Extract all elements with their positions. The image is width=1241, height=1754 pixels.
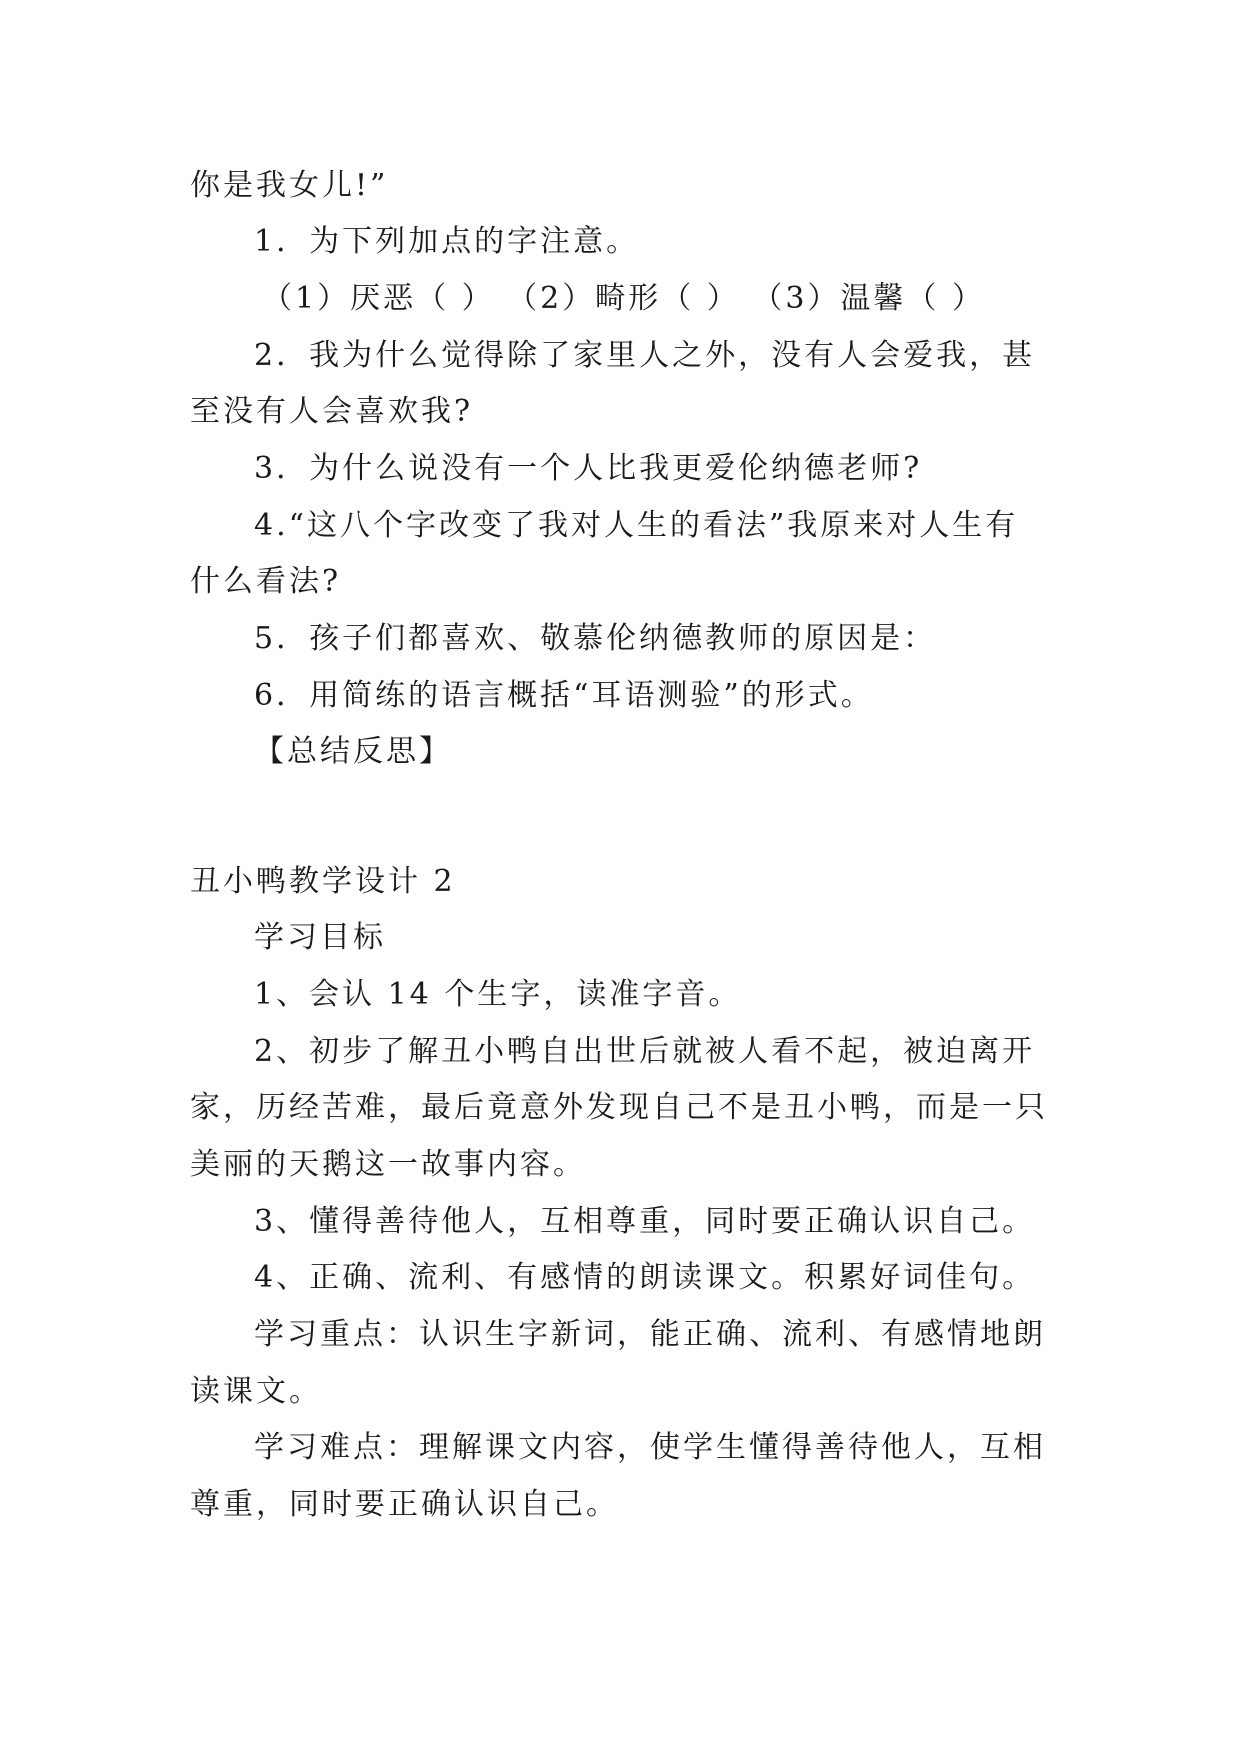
question-5: 5．孩子们都喜欢、敬慕伦纳德教师的原因是： [254,621,937,656]
question-4: 4.“这八个字改变了我对人生的看法”我原来对人生有 [254,508,1019,543]
goal-4: 4、正确、流利、有感情的朗读课文。积累好词佳句。 [254,1260,1036,1295]
question-1-items: （1）厌恶（ ） （2）畸形（ ） （3）温馨（ ） [262,281,985,316]
goal-2-cont: 家，历经苦难，最后竟意外发现自己不是丑小鸭，而是一只 [190,1090,1048,1125]
difficult-points-cont: 尊重，同时要正确认识自己。 [190,1487,619,1522]
goal-2-cont: 美丽的天鹅这一故事内容。 [190,1147,586,1182]
goal-1: 1、会认 14 个生字，读准字音。 [254,977,742,1012]
question-2: 2．我为什么觉得除了家里人之外，没有人会爱我，甚 [254,338,1036,373]
section-title: 丑小鸭教学设计 2 [190,864,456,899]
question-1: 1．为下列加点的字注意。 [254,224,640,259]
key-points: 学习重点：认识生字新词，能正确、流利、有感情地朗 [254,1317,1046,1352]
question-4-cont: 什么看法? [190,564,342,599]
text-line: 你是我女儿!” [190,168,389,203]
difficult-points: 学习难点：理解课文内容，使学生懂得善待他人，互相 [254,1430,1046,1465]
question-6: 6．用简练的语言概括“耳语测验”的形式。 [254,678,874,713]
question-3: 3．为什么说没有一个人比我更爱伦纳德老师? [254,451,923,486]
key-points-cont: 读课文。 [190,1374,322,1409]
summary-heading: 【总结反思】 [254,734,452,769]
goal-2: 2、初步了解丑小鸭自出世后就被人看不起，被迫离开 [254,1034,1036,1069]
question-2-cont: 至没有人会喜欢我? [190,394,474,429]
learning-goals-heading: 学习目标 [254,920,386,955]
goal-3: 3、懂得善待他人，互相尊重，同时要正确认识自己。 [254,1204,1036,1239]
